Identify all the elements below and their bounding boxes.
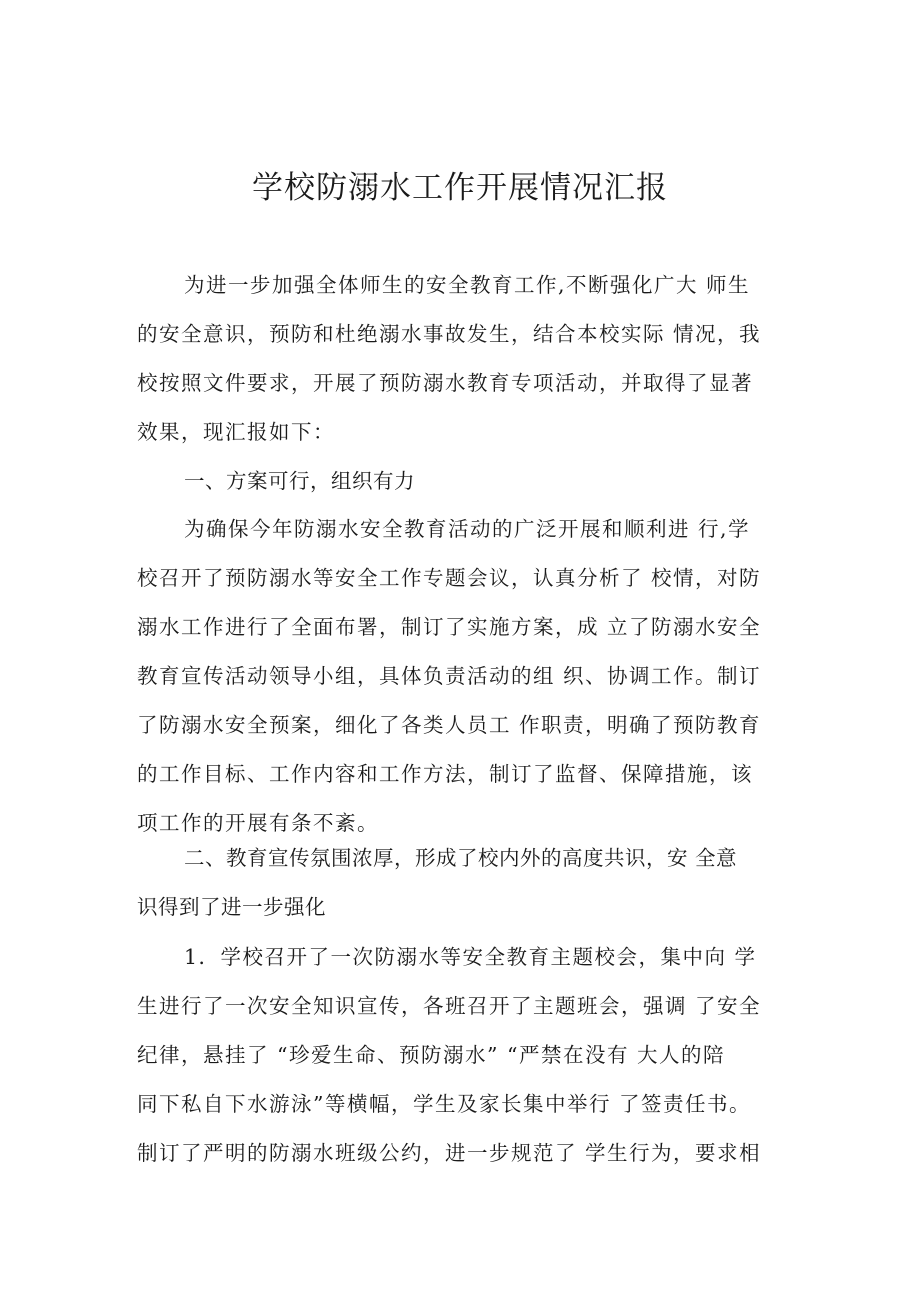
section-1-line: 教育宣传活动领导小组，具体负责活动的组 织、协调工作。制订 bbox=[137, 664, 762, 688]
section-2-line: 纪律，悬挂了 “珍爱生命、预防溺水” “严禁在没有 大人的陪 bbox=[137, 1043, 725, 1067]
section-1-line: 溺水工作进行了全面布署，制订了实施方案，成 立了防溺水安全 bbox=[137, 615, 762, 639]
section-2-heading-line: 二、教育宣传氛围浓厚，形成了校内外的高度共识，安 全意 bbox=[184, 846, 738, 870]
section-2-line: 制订了严明的防溺水班级公约，进一步规范了 学生行为，要求相 bbox=[137, 1141, 762, 1165]
section-1-line: 校召开了预防溺水等安全工作专题会议，认真分析了 校情，对防 bbox=[137, 566, 762, 590]
intro-line: 为进一步加强全体师生的安全教育工作,不断强化广大 师生 bbox=[184, 273, 751, 297]
section-2-line: 同下私自下水游泳”等横幅，学生及家长集中举行 了签责任书。 bbox=[137, 1092, 751, 1116]
section-2-paragraph bbox=[137, 933, 797, 1178]
intro-line: 的安全意识，预防和杜绝溺水事故发生，结合本校实际 情况，我 bbox=[137, 322, 762, 346]
section-1-heading-text: 一、方案可行，组织有力 bbox=[184, 469, 415, 493]
intro-line: 校按照文件要求，开展了预防溺水教育专项活动，并取得了显著 bbox=[137, 371, 753, 395]
section-2-heading bbox=[137, 834, 817, 932]
section-1-line: 的工作目标、工作内容和工作方法，制订了监督、保障措施，该 bbox=[137, 762, 753, 786]
section-1-line: 项工作的开展有条不紊。 bbox=[137, 811, 379, 835]
section-2-line: 生进行了一次安全知识宣传，各班召开了主题班会，强调 了安全 bbox=[137, 994, 762, 1018]
section-1-paragraph bbox=[137, 505, 797, 848]
intro-paragraph bbox=[137, 261, 797, 457]
section-2-heading-line: 识得到了进一步强化 bbox=[137, 895, 326, 919]
section-1-line: 了防溺水安全预案，细化了各类人员工 作职责，明确了预防教育 bbox=[137, 713, 762, 737]
intro-line: 效果，现汇报如下： bbox=[137, 420, 335, 444]
document-title: 学校防溺水工作开展情况汇报 bbox=[252, 170, 668, 206]
section-2-line: 1．学校召开了一次防溺水等安全教育主题校会，集中向 学 bbox=[184, 945, 757, 969]
section-1-line: 为确保今年防溺水安全教育活动的广泛开展和顺利进 行,学 bbox=[184, 517, 751, 541]
section-1-heading bbox=[137, 457, 817, 506]
